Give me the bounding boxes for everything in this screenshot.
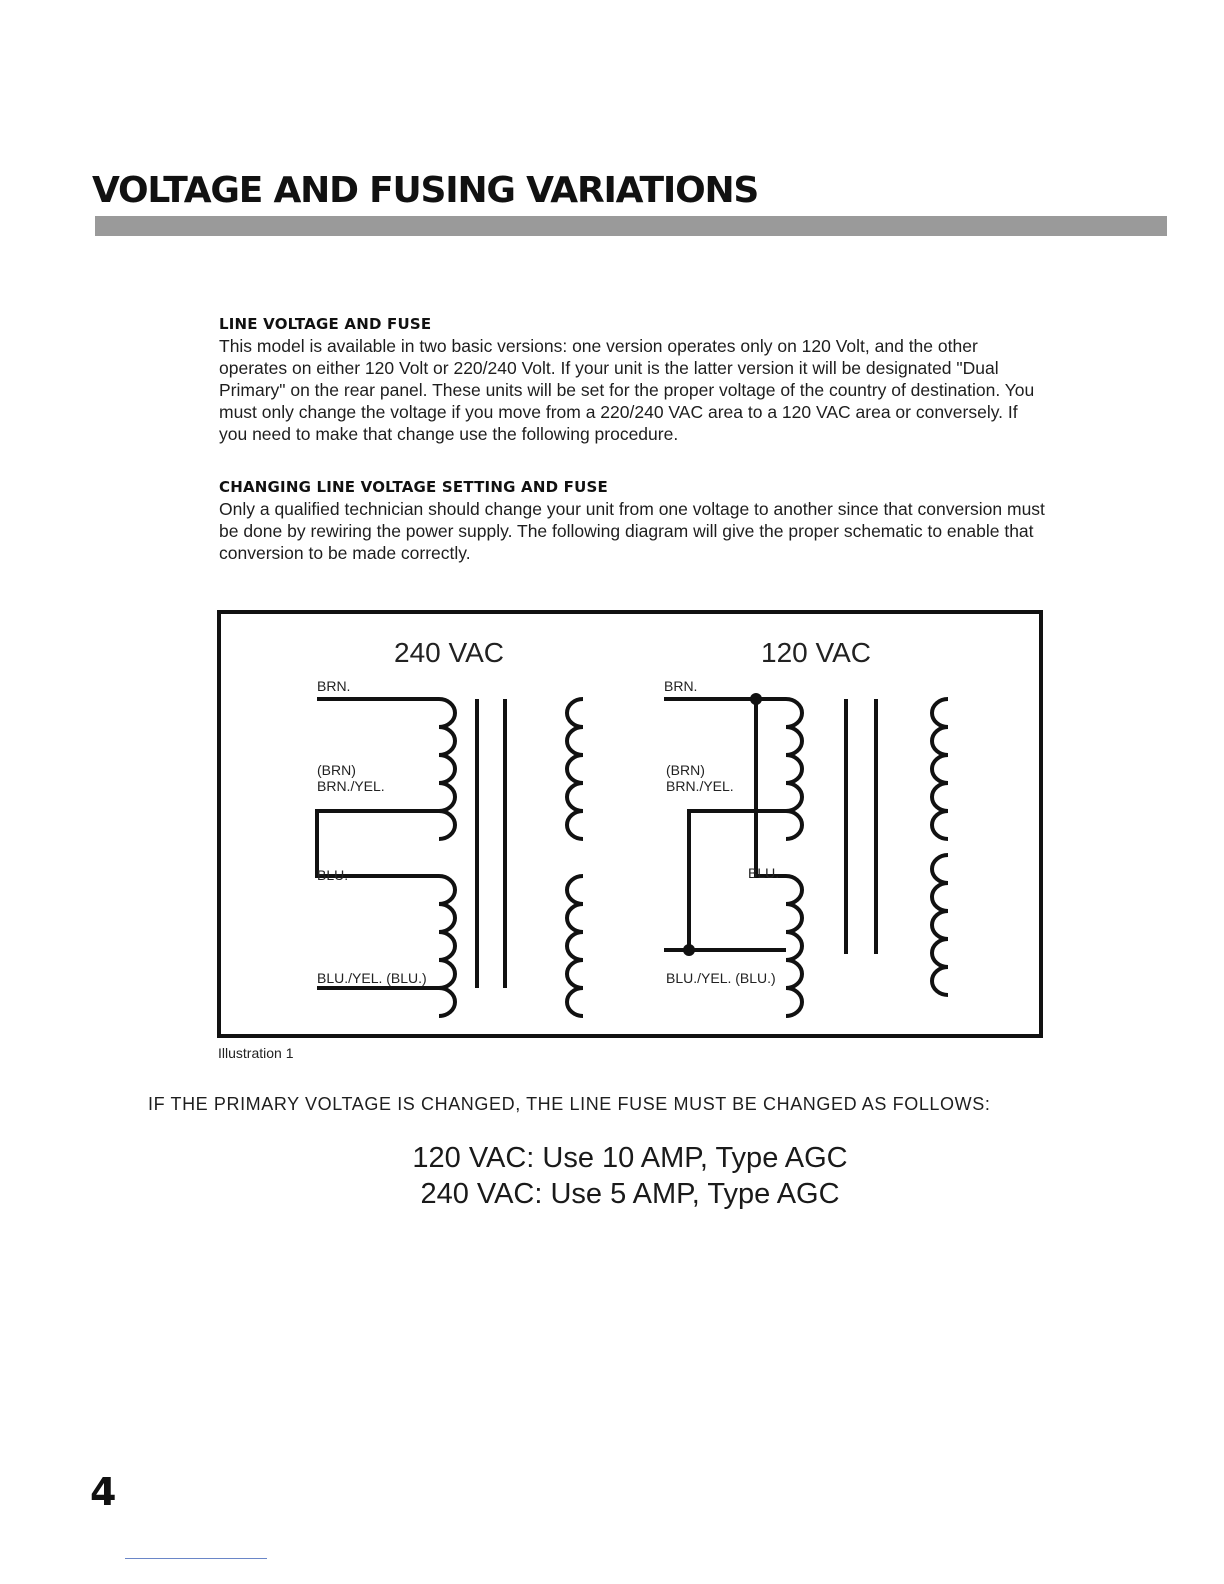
- right-junction-dot-bottom: [683, 944, 695, 956]
- page-number: 4: [90, 1470, 117, 1514]
- left-primary-coil-1: [439, 699, 455, 839]
- section-changing-voltage: [219, 478, 1049, 564]
- fuse-list: [380, 1140, 880, 1212]
- label-brn-paren: (BRN): [317, 762, 356, 778]
- wiring-schematic: [221, 614, 1039, 1034]
- left-primary-coil-2: [439, 876, 455, 1016]
- diagram-title-120: 120 VAC: [761, 637, 871, 668]
- right-primary-coil-2: [786, 876, 802, 1016]
- page-title: VOLTAGE AND FUSING VARIATIONS: [92, 170, 759, 211]
- section-heading: CHANGING LINE VOLTAGE SETTING AND FUSE: [219, 478, 608, 496]
- fuse-item-120: 120 VAC: Use 10 AMP, Type AGC: [412, 1142, 848, 1174]
- left-secondary-coil-2: [567, 876, 583, 1016]
- left-secondary-coil-1: [567, 699, 583, 839]
- label-blu-yel: BLU./YEL. (BLU.): [317, 970, 427, 986]
- right-parallel-jumper-top: [756, 699, 786, 876]
- right-junction-dot-top: [750, 693, 762, 705]
- wiring-diagram: [217, 610, 1043, 1038]
- section-body: Only a qualified technician should change your unit from one voltage to another since that conversion must be done by rewiring the power supply. The following diagram will give the proper schematic to enable that conversion to be made correctly.: [219, 499, 1045, 563]
- label-brn: BRN.: [317, 678, 351, 694]
- footer-rule: [125, 1558, 267, 1559]
- fuse-item-240: 240 VAC: Use 5 AMP, Type AGC: [420, 1178, 840, 1210]
- title-rule: [95, 216, 1167, 236]
- label-blu-yel: BLU./YEL. (BLU.): [666, 970, 776, 986]
- label-brn-paren: (BRN): [666, 762, 705, 778]
- section-body: This model is available in two basic versions: one version operates only on 120 Volt, and the other operates on either 120 Volt or 220/240 Volt. If your unit is the latter version it will be designated "Dual Primary" on the rear panel. These units will be set for the proper voltage of the country of destination. You must only change the voltage if you move from a 220/240 VAC area to a 120 VAC area or conversely. If you need to make that change use the following procedure.: [219, 336, 1035, 444]
- label-brn-yel: BRN./YEL.: [666, 778, 734, 794]
- diagram-title-240: 240 VAC: [394, 637, 504, 668]
- label-brn: BRN.: [664, 678, 698, 694]
- label-blu: BLU.: [748, 865, 780, 881]
- section-heading: LINE VOLTAGE AND FUSE: [219, 315, 432, 333]
- fuse-change-note: IF THE PRIMARY VOLTAGE IS CHANGED, THE LINE FUSE MUST BE CHANGED AS FOLLOWS:: [148, 1094, 991, 1114]
- right-primary-coil-1: [786, 699, 802, 839]
- label-blu: BLU.: [317, 867, 349, 883]
- label-brn-yel: BRN./YEL.: [317, 778, 385, 794]
- section-line-voltage: [219, 315, 1049, 445]
- diagram-caption: Illustration 1: [218, 1045, 294, 1061]
- right-secondary-coil-2: [932, 855, 948, 995]
- right-secondary-coil-1: [932, 699, 948, 839]
